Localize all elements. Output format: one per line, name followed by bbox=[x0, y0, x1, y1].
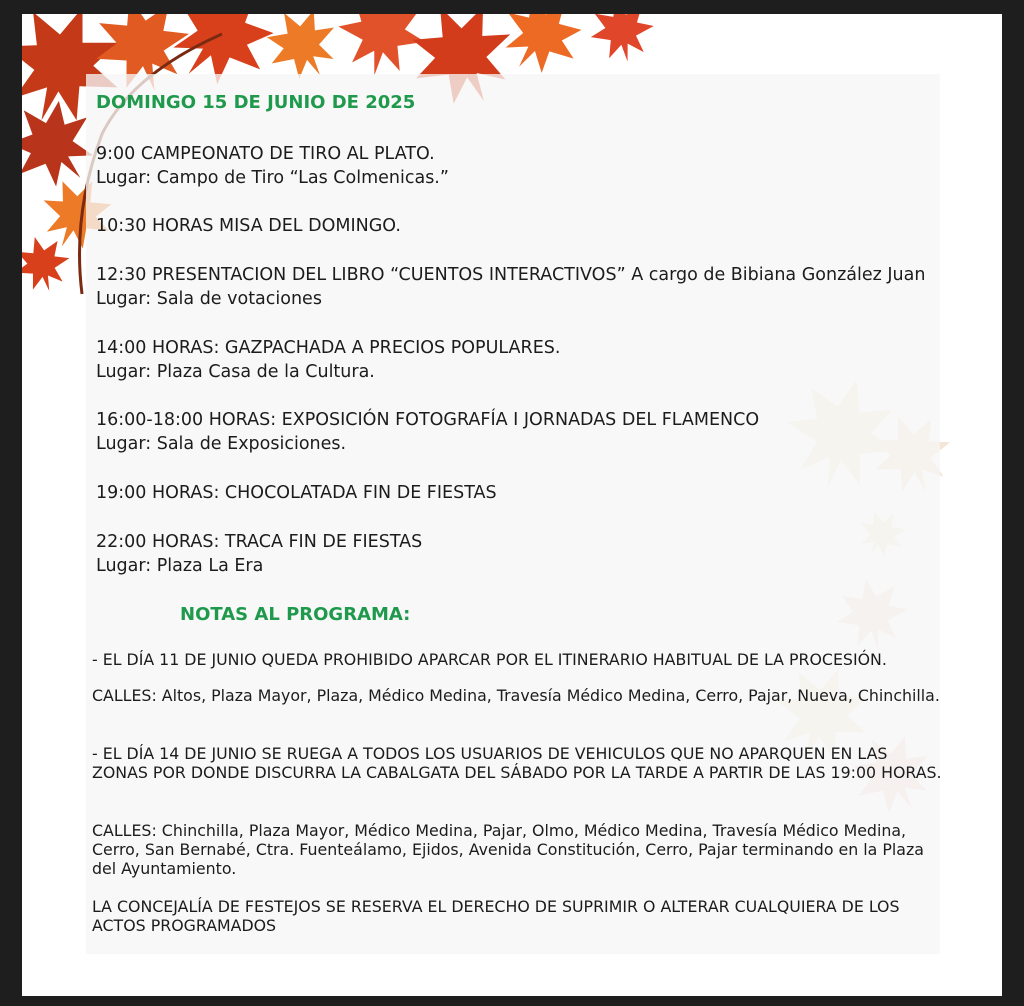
event-item bbox=[96, 481, 497, 505]
note-paragraph: - EL DÍA 14 DE JUNIO SE RUEGA A TODOS LOS USUARIOS DE VEHICULOS QUE NO APARQUEN EN LAS ZONAS POR DONDE DISCURRA LA CABALGATA DEL SÁBADO POR LA TARDE A PARTIR DE LAS 19:00 HORAS. bbox=[92, 744, 942, 782]
note-paragraph: CALLES: Altos, Plaza Mayor, Plaza, Médico Medina, Travesía Médico Medina, Cerro, Pajar, Nueva, Chinchilla. bbox=[92, 686, 940, 705]
event-item bbox=[96, 214, 401, 238]
event-place: Lugar: Sala de votaciones bbox=[96, 289, 322, 309]
event-item bbox=[96, 263, 925, 311]
event-line: 9:00 CAMPEONATO DE TIRO AL PLATO. bbox=[96, 144, 435, 164]
note-paragraph: LA CONCEJALÍA DE FESTEJOS SE RESERVA EL DERECHO DE SUPRIMIR O ALTERAR CUALQUIERA DE LOS ACTOS PROGRAMADOS bbox=[92, 897, 900, 935]
program-page bbox=[22, 14, 1002, 996]
event-line: 19:00 HORAS: CHOCOLATADA FIN DE FIESTAS bbox=[96, 483, 497, 503]
notes-heading: NOTAS AL PROGRAMA: bbox=[180, 604, 411, 625]
event-line: 16:00-18:00 HORAS: EXPOSICIÓN FOTOGRAFÍA I JORNADAS DEL FLAMENCO bbox=[96, 410, 760, 430]
note-paragraph: CALLES: Chinchilla, Plaza Mayor, Médico Medina, Pajar, Olmo, Médico Medina, Travesía Médico Medina, Cerro, San Bernabé, Ctra. Fuenteálamo, Ejidos, Avenida Constitución, Cerro, Pajar terminando en la Plaza del Ayuntamiento. bbox=[92, 821, 924, 878]
note-paragraph: - EL DÍA 11 DE JUNIO QUEDA PROHIBIDO APARCAR POR EL ITINERARIO HABITUAL DE LA PROCESIÓN. bbox=[92, 650, 887, 669]
event-item bbox=[96, 408, 759, 456]
event-place: Lugar: Sala de Exposiciones. bbox=[96, 434, 347, 454]
event-line: 14:00 HORAS: GAZPACHADA A PRECIOS POPULARES. bbox=[96, 338, 561, 358]
event-place: Lugar: Plaza La Era bbox=[96, 556, 264, 576]
day-heading: DOMINGO 15 DE JUNIO DE 2025 bbox=[96, 92, 416, 113]
event-place: Lugar: Campo de Tiro “Las Colmenicas.” bbox=[96, 168, 449, 188]
event-item bbox=[96, 142, 449, 190]
event-place: Lugar: Plaza Casa de la Cultura. bbox=[96, 362, 375, 382]
event-item bbox=[96, 530, 422, 578]
event-line: 10:30 HORAS MISA DEL DOMINGO. bbox=[96, 216, 401, 236]
event-line: 22:00 HORAS: TRACA FIN DE FIESTAS bbox=[96, 532, 423, 552]
event-item bbox=[96, 336, 560, 384]
event-line: 12:30 PRESENTACION DEL LIBRO “CUENTOS INTERACTIVOS” A cargo de Bibiana González Juan bbox=[96, 265, 926, 285]
